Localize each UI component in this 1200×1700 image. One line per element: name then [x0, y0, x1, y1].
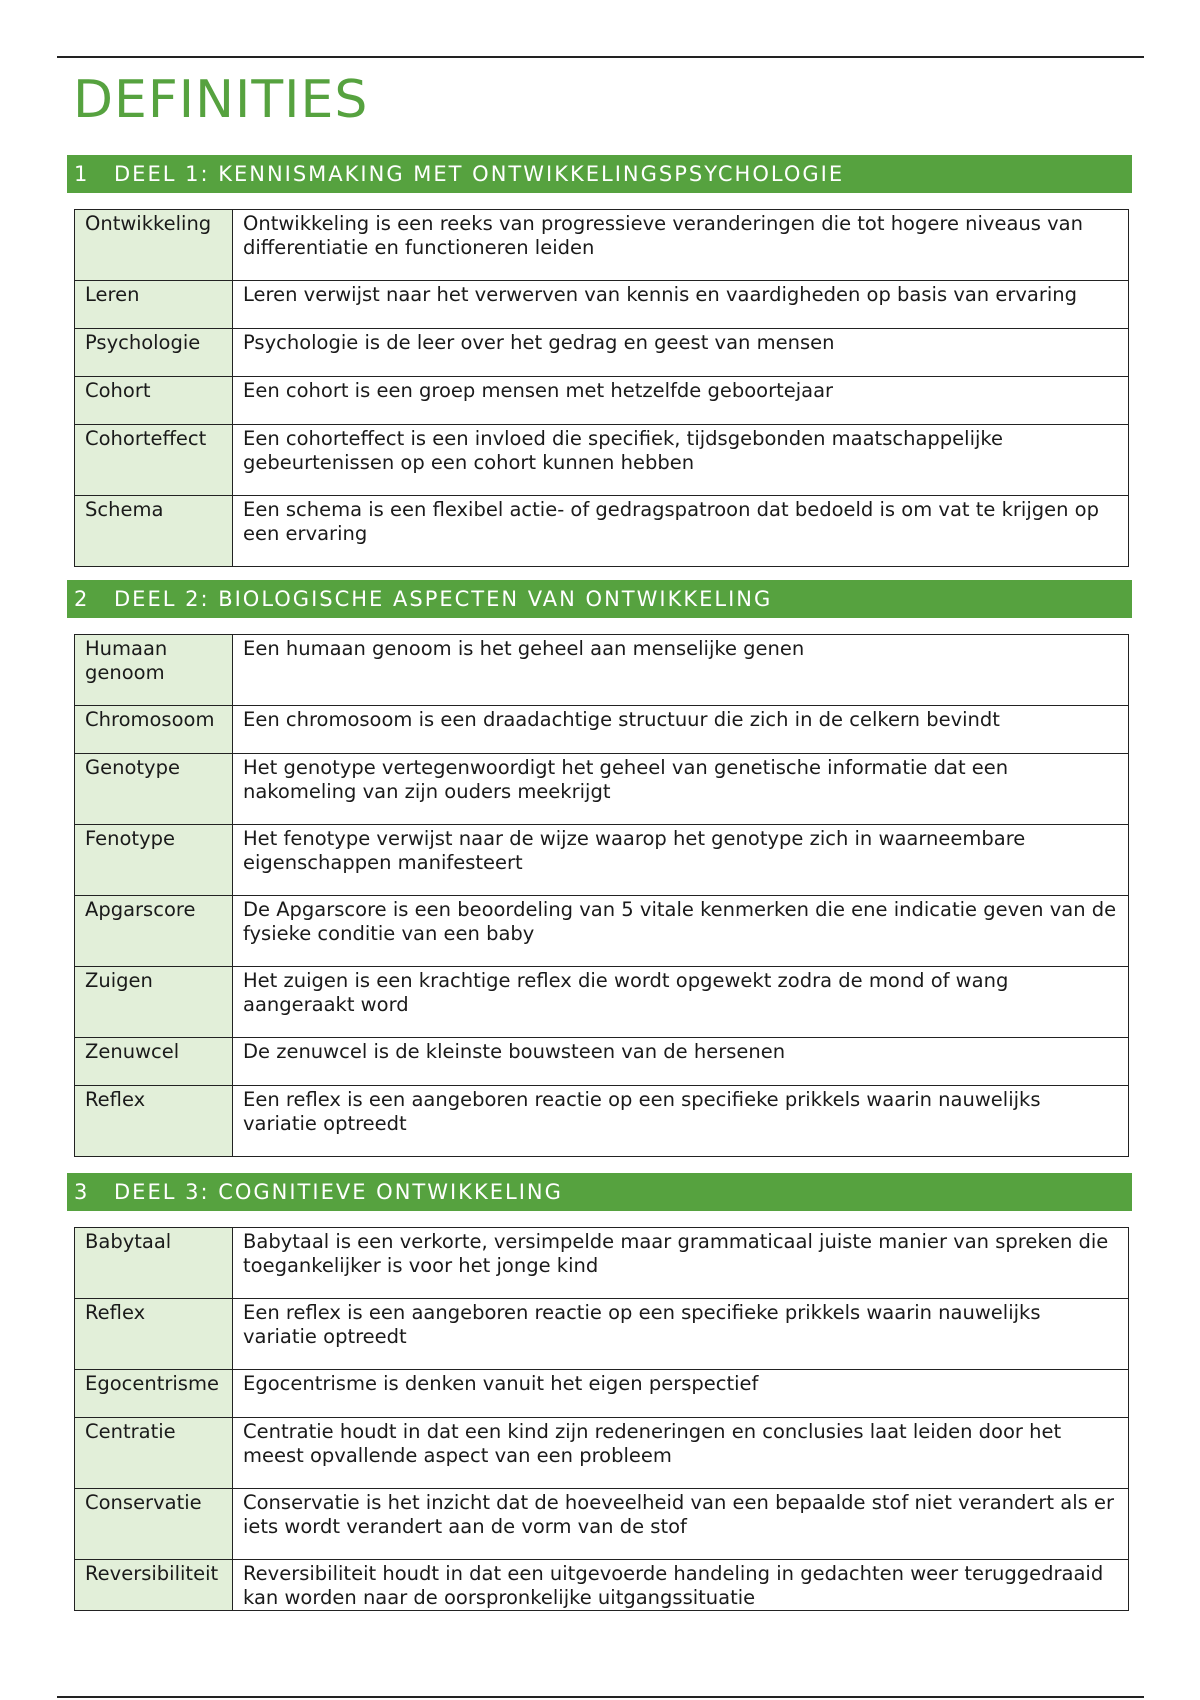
- term-cell: Babytaal: [75, 1228, 233, 1299]
- definition-cell: Een chromosoom is een draadachtige structuur die zich in de celkern bevindt: [233, 706, 1129, 754]
- term-cell: Cohorteffect: [75, 425, 233, 496]
- table-row: [75, 1086, 1129, 1157]
- table-row: [75, 896, 1129, 967]
- table-row: [75, 754, 1129, 825]
- section-number: 3: [74, 1180, 90, 1204]
- definition-cell: Een reflex is een aangeboren reactie op een specifieke prikkels waarin nauwelijks variatie optreedt: [233, 1299, 1129, 1370]
- term-cell: Apgarscore: [75, 896, 233, 967]
- table-row: [75, 281, 1129, 329]
- definition-cell: Centratie houdt in dat een kind zijn redeneringen en conclusies laat leiden door het meest opvallende aspect van een probleem: [233, 1418, 1129, 1489]
- term-cell: Genotype: [75, 754, 233, 825]
- definitions-table: [74, 1227, 1129, 1611]
- definition-cell: Het genotype vertegenwoordigt het geheel van genetische informatie dat een nakomeling van zijn ouders meekrijgt: [233, 754, 1129, 825]
- table-row: [75, 425, 1129, 496]
- definition-cell: Een reflex is een aangeboren reactie op een specifieke prikkels waarin nauwelijks variatie optreedt: [233, 1086, 1129, 1157]
- section-1: [67, 155, 1132, 567]
- section-2: [67, 580, 1132, 1157]
- definition-cell: Conservatie is het inzicht dat de hoeveelheid van een bepaalde stof niet verandert als er iets wordt verandert aan de vorm van de stof: [233, 1489, 1129, 1560]
- definition-cell: Een humaan genoom is het geheel aan menselijke genen: [233, 635, 1129, 706]
- page-title: DEFINITIES: [73, 70, 369, 130]
- table-row: [75, 1489, 1129, 1560]
- table-row: [75, 1418, 1129, 1489]
- definition-cell: Een cohort is een groep mensen met hetzelfde geboortejaar: [233, 377, 1129, 425]
- section-number: 2: [74, 587, 90, 611]
- definition-cell: Het fenotype verwijst naar de wijze waarop het genotype zich in waarneembare eigenschappen manifesteert: [233, 825, 1129, 896]
- term-cell: Zenuwcel: [75, 1038, 233, 1086]
- table-row: [75, 967, 1129, 1038]
- term-cell: Fenotype: [75, 825, 233, 896]
- table-row: [75, 496, 1129, 567]
- table-row: [75, 635, 1129, 706]
- section-heading: [67, 1173, 1132, 1211]
- table-row: [75, 825, 1129, 896]
- definitions-table: [74, 634, 1129, 1157]
- definitions-table: [74, 209, 1129, 567]
- term-cell: Reversibiliteit: [75, 1560, 233, 1611]
- term-cell: Psychologie: [75, 329, 233, 377]
- definition-cell: Een cohorteffect is een invloed die specifiek, tijdsgebonden maatschappelijke gebeurtenissen op een cohort kunnen hebben: [233, 425, 1129, 496]
- term-cell: Schema: [75, 496, 233, 567]
- term-cell: Egocentrisme: [75, 1370, 233, 1418]
- term-cell: Zuigen: [75, 967, 233, 1038]
- table-row: [75, 377, 1129, 425]
- top-rule: [57, 56, 1144, 58]
- section-heading: [67, 580, 1132, 618]
- definition-cell: Een schema is een flexibel actie- of gedragspatroon dat bedoeld is om vat te krijgen op een ervaring: [233, 496, 1129, 567]
- table-row: [75, 1038, 1129, 1086]
- table-row: [75, 1370, 1129, 1418]
- definition-cell: Reversibiliteit houdt in dat een uitgevoerde handeling in gedachten weer teruggedraaid kan worden naar de oorspronkelijke uitgangssituatie: [233, 1560, 1129, 1611]
- section-title: DEEL 3: COGNITIEVE ONTWIKKELING: [114, 1180, 563, 1204]
- section-number: 1: [74, 162, 90, 186]
- term-cell: Chromosoom: [75, 706, 233, 754]
- definition-cell: Ontwikkeling is een reeks van progressieve veranderingen die tot hogere niveaus van differentiatie en functioneren leiden: [233, 210, 1129, 281]
- term-cell: Reflex: [75, 1299, 233, 1370]
- definition-cell: Egocentrisme is denken vanuit het eigen perspectief: [233, 1370, 1129, 1418]
- definition-cell: Psychologie is de leer over het gedrag en geest van mensen: [233, 329, 1129, 377]
- definition-cell: Leren verwijst naar het verwerven van kennis en vaardigheden op basis van ervaring: [233, 281, 1129, 329]
- definition-cell: De zenuwcel is de kleinste bouwsteen van de hersenen: [233, 1038, 1129, 1086]
- table-row: [75, 329, 1129, 377]
- term-cell: Cohort: [75, 377, 233, 425]
- term-cell: Humaan genoom: [75, 635, 233, 706]
- term-cell: Reflex: [75, 1086, 233, 1157]
- term-cell: Centratie: [75, 1418, 233, 1489]
- term-cell: Leren: [75, 281, 233, 329]
- table-row: [75, 1560, 1129, 1611]
- table-row: [75, 1228, 1129, 1299]
- table-row: [75, 1299, 1129, 1370]
- term-cell: Ontwikkeling: [75, 210, 233, 281]
- bottom-rule: [57, 1696, 1144, 1698]
- definition-cell: Babytaal is een verkorte, versimpelde maar grammaticaal juiste manier van spreken die toegankelijker is voor het jonge kind: [233, 1228, 1129, 1299]
- section-3: [67, 1173, 1132, 1611]
- definition-cell: Het zuigen is een krachtige reflex die wordt opgewekt zodra de mond of wang aangeraakt word: [233, 967, 1129, 1038]
- term-cell: Conservatie: [75, 1489, 233, 1560]
- section-heading: [67, 155, 1132, 193]
- section-title: DEEL 2: BIOLOGISCHE ASPECTEN VAN ONTWIKKELING: [114, 587, 773, 611]
- definition-cell: De Apgarscore is een beoordeling van 5 vitale kenmerken die ene indicatie geven van de fysieke conditie van een baby: [233, 896, 1129, 967]
- table-row: [75, 210, 1129, 281]
- table-row: [75, 706, 1129, 754]
- section-title: DEEL 1: KENNISMAKING MET ONTWIKKELINGSPSYCHOLOGIE: [114, 162, 845, 186]
